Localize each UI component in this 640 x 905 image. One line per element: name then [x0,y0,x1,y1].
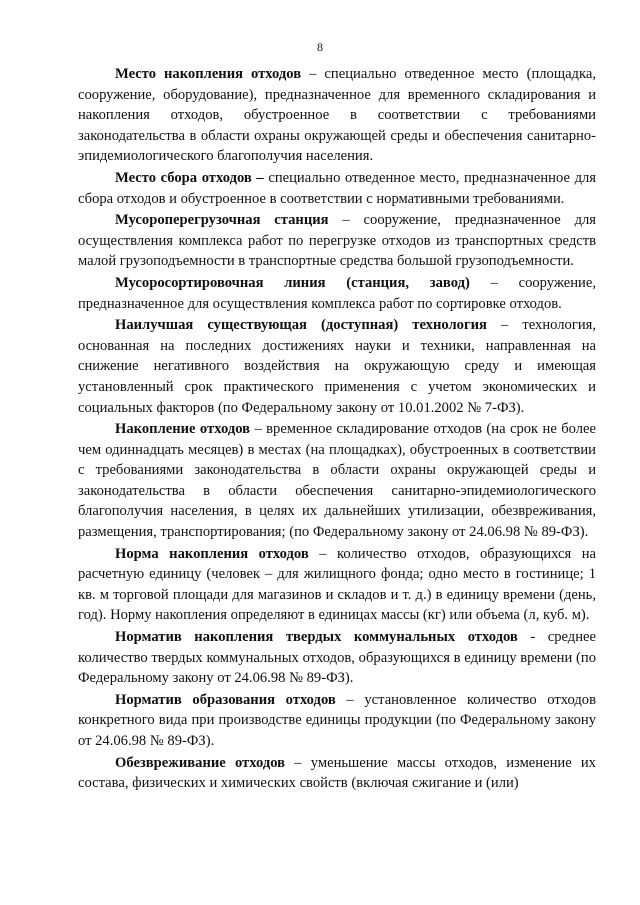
definition-best-technology [78,315,596,418]
definition-text: – сооружение, предназначенное для осуществления комплекса работ по перегрузке отходов из транспортных средств малой грузоподъемности в транспортные средства большой грузоподъемности. [78,212,596,270]
definition-collection-place [78,168,596,209]
definition-text: – технология, основанная на последних достижениях науки и техники, направленная на снижение негативного воздействия на окружающую среду и имеющая установленный срок практического применения с учетом экономических и социальных факторов (по Федеральному закону от 10.01.2002 № 7-ФЗ). [78,317,596,416]
definition-text: - среднее количество твердых коммунальных отходов, образующихся в единицу времени (по Федеральному закону от 24.06.98 № 89-ФЗ). [78,629,596,687]
definition-text: – установленное количество отходов конкретного вида при производстве единицы продукции (по Федеральному закону от 24.06.98 № 89-ФЗ). [78,691,596,749]
definition-sorting-line [78,273,596,314]
definition-transfer-station [78,210,596,272]
definition-neutralization [78,753,596,794]
term: Наилучшая существующая (доступная) технология [115,317,487,334]
term: Обезвреживание отходов [115,754,286,771]
definition-text: специально отведенное место, предназначенное для сбора отходов и обустроенное в соответствии с нормативными требованиями. [78,169,596,207]
definition-text: – уменьшение массы отходов, изменение их состава, физических и химических свойств (включая сжигание и (или) [78,754,596,792]
term: Место накопления отходов [115,66,302,82]
definition-text: – специально отведенное место (площадка, сооружение, оборудование), предназначенное для временного складирования и накопления отходов, обустроенное в соответствии с требованиями законодательства в области охраны окружающей среды и обеспечения санитарно-эпидемиологического благополучия населения. [78,66,596,165]
page-number: 8 [317,40,323,54]
definition-accumulation-norm [78,544,596,626]
definition-msw-standard [78,627,596,689]
term: Мусороперегрузочная станция [115,212,329,229]
term: Норматив образования отходов [115,691,336,708]
definition-text: – сооружение, предназначенное для осуществления комплекса работ по сортировке отходов. [78,274,596,312]
definition-generation-standard [78,690,596,752]
definition-storage-place [78,64,596,167]
definition-text: – временное складирование отходов (на срок не более чем одиннадцать месяцев) в местах (на площадках), обустроенных в соответствии с требованиями законодательства в области охраны окружающей среды и законодательства в области обеспечения санитарно-эпидемиологического благополучия населения, в целях их дальнейших утилизации, обезвреживания, размещения, транспортирования; (по Федеральному закону от 24.06.98 № 89-ФЗ). [78,421,597,541]
term: Накопление отходов [115,421,251,438]
term: Норма накопления отходов [115,545,309,562]
term: Мусоросортировочная линия (станция, завод) [115,274,470,291]
term: Место сбора отходов – [115,169,264,186]
document-body [78,64,596,795]
term: Норматив накопления твердых коммунальных отходов [115,629,518,646]
definition-waste-accumulation [78,419,596,543]
definition-text: – количество отходов, образующихся на расчетную единицу (человек – для жилищного фонда; одно место в гостинице; 1 кв. м торговой площади для магазинов и складов и т. д.) в единицу времени (день, год). Норму накопления определяют в единицах массы (кг) или объема (л, куб. м). [78,545,596,624]
